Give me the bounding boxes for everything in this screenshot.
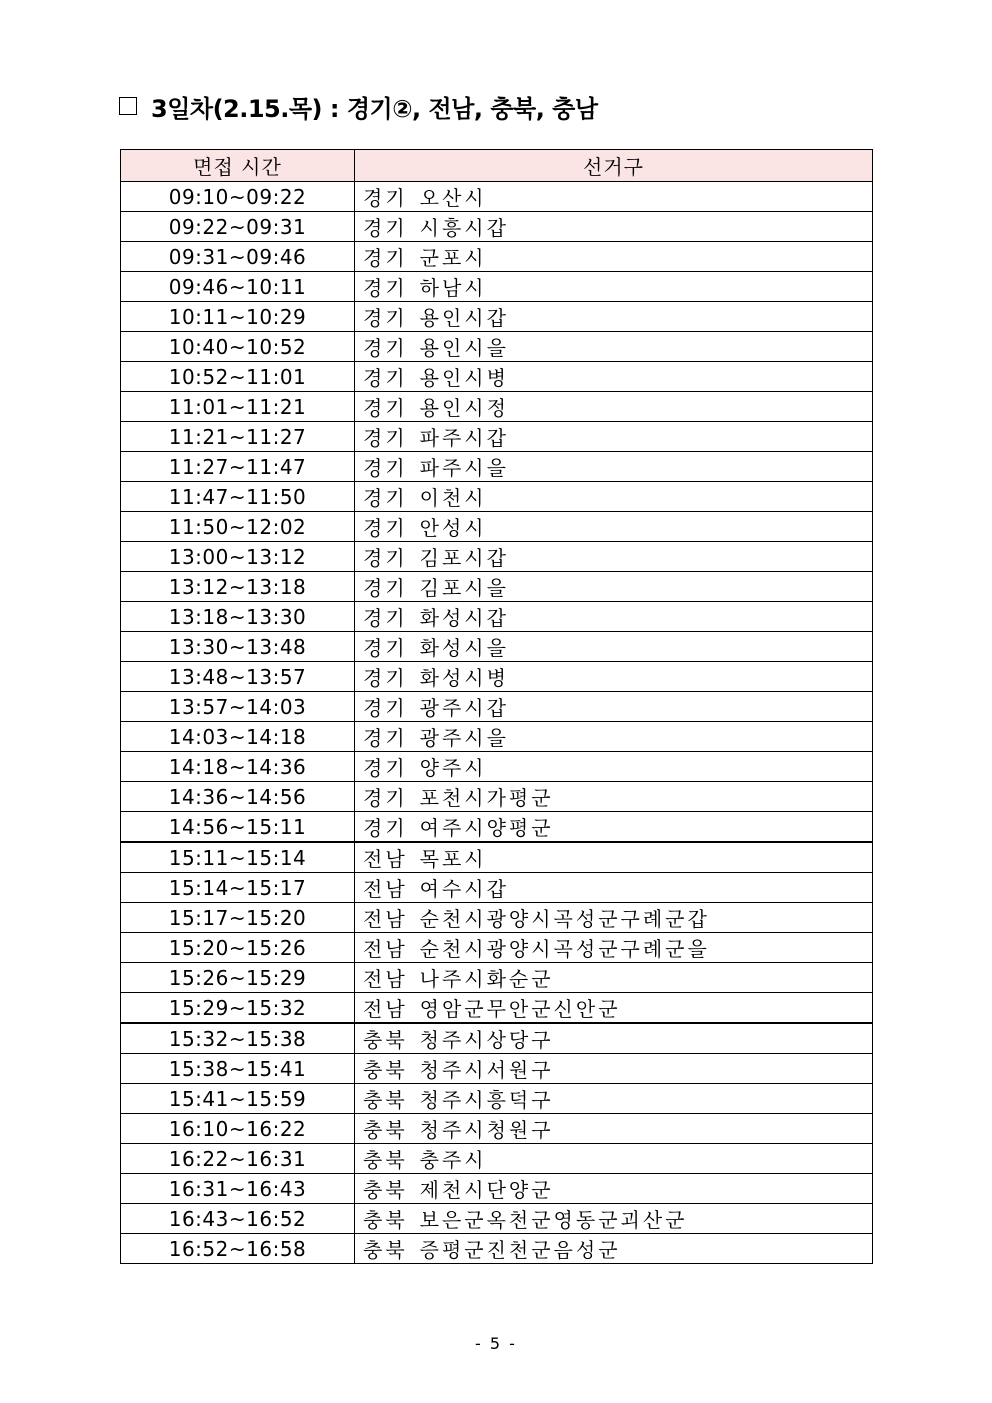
interview-time-cell: 16:52~16:58 <box>121 1234 355 1264</box>
interview-time-cell: 09:46~10:11 <box>121 272 355 302</box>
district-label: 순천시광양시곡성군구례군갑 <box>419 907 710 931</box>
interview-time-cell: 15:14~15:17 <box>121 873 355 903</box>
interview-time-cell: 15:41~15:59 <box>121 1084 355 1114</box>
interview-time-cell: 09:22~09:31 <box>121 212 355 242</box>
interview-time-cell: 15:29~15:32 <box>121 993 355 1024</box>
district-label: 화성시을 <box>419 636 509 660</box>
checkbox-square-icon <box>119 97 137 115</box>
district-cell <box>355 873 873 903</box>
region-label: 경기 <box>363 366 408 390</box>
district-cell <box>355 1174 873 1204</box>
interview-time-cell: 09:31~09:46 <box>121 242 355 272</box>
table-row <box>121 1114 873 1144</box>
interview-time-cell: 15:11~15:14 <box>121 842 355 873</box>
region-label: 경기 <box>363 426 408 450</box>
interview-time-cell: 15:17~15:20 <box>121 903 355 933</box>
section-heading-text: 3일차(2.15.목) : 경기②, 전남, 충북, 충남 <box>151 94 598 123</box>
interview-time-cell: 15:38~15:41 <box>121 1054 355 1084</box>
district-cell <box>355 512 873 542</box>
district-cell <box>355 1054 873 1084</box>
region-label: 경기 <box>363 516 408 540</box>
table-row <box>121 903 873 933</box>
interview-time-cell: 13:48~13:57 <box>121 662 355 692</box>
district-label: 청주시청원구 <box>419 1118 554 1142</box>
section-heading <box>119 88 598 124</box>
district-cell <box>355 1204 873 1234</box>
table-row <box>121 572 873 602</box>
district-label: 화성시갑 <box>419 606 509 630</box>
table-header-row <box>121 150 873 182</box>
district-cell <box>355 842 873 873</box>
column-header-interview-time: 면접 시간 <box>121 150 355 182</box>
district-label: 시흥시갑 <box>419 216 509 240</box>
region-label: 충북 <box>363 1028 408 1052</box>
region-label: 충북 <box>363 1058 408 1082</box>
district-cell <box>355 933 873 963</box>
interview-time-cell: 16:31~16:43 <box>121 1174 355 1204</box>
table-row <box>121 933 873 963</box>
table-row <box>121 782 873 812</box>
interview-time-cell: 09:10~09:22 <box>121 182 355 212</box>
district-label: 파주시갑 <box>419 426 509 450</box>
table-row <box>121 812 873 843</box>
region-label: 충북 <box>363 1148 408 1172</box>
district-label: 광주시을 <box>419 726 509 750</box>
table-row <box>121 873 873 903</box>
district-label: 증평군진천군음성군 <box>419 1238 621 1262</box>
district-label: 이천시 <box>419 486 487 510</box>
region-label: 경기 <box>363 336 408 360</box>
district-cell <box>355 182 873 212</box>
interview-time-cell: 10:40~10:52 <box>121 332 355 362</box>
region-label: 전남 <box>363 847 408 871</box>
region-label: 경기 <box>363 726 408 750</box>
table-row <box>121 422 873 452</box>
district-label: 파주시을 <box>419 456 509 480</box>
table-row <box>121 1144 873 1174</box>
district-cell <box>355 632 873 662</box>
region-label: 전남 <box>363 997 408 1021</box>
table-row <box>121 963 873 993</box>
region-label: 경기 <box>363 546 408 570</box>
interview-time-cell: 13:30~13:48 <box>121 632 355 662</box>
district-cell <box>355 782 873 812</box>
district-cell <box>355 1023 873 1054</box>
table-row <box>121 1234 873 1264</box>
table-row <box>121 392 873 422</box>
district-cell <box>355 482 873 512</box>
district-cell <box>355 212 873 242</box>
district-cell <box>355 392 873 422</box>
district-label: 청주시서원구 <box>419 1058 554 1082</box>
district-label: 용인시정 <box>419 396 509 420</box>
region-label: 전남 <box>363 937 408 961</box>
district-cell <box>355 993 873 1024</box>
district-label: 용인시병 <box>419 366 509 390</box>
district-cell <box>355 963 873 993</box>
table-row <box>121 482 873 512</box>
table-row <box>121 1054 873 1084</box>
district-cell <box>355 272 873 302</box>
table-row <box>121 302 873 332</box>
interview-time-cell: 14:36~14:56 <box>121 782 355 812</box>
district-cell <box>355 722 873 752</box>
district-cell <box>355 452 873 482</box>
table-row <box>121 182 873 212</box>
district-label: 청주시상당구 <box>419 1028 554 1052</box>
district-label: 양주시 <box>419 756 487 780</box>
interview-time-cell: 10:11~10:29 <box>121 302 355 332</box>
region-label: 경기 <box>363 276 408 300</box>
region-label: 충북 <box>363 1118 408 1142</box>
region-label: 경기 <box>363 606 408 630</box>
district-cell <box>355 302 873 332</box>
region-label: 경기 <box>363 456 408 480</box>
region-label: 전남 <box>363 907 408 931</box>
district-cell <box>355 422 873 452</box>
district-cell <box>355 362 873 392</box>
table-row <box>121 662 873 692</box>
district-label: 순천시광양시곡성군구례군을 <box>419 937 710 961</box>
region-label: 경기 <box>363 306 408 330</box>
region-label: 충북 <box>363 1238 408 1262</box>
table-row <box>121 362 873 392</box>
interview-time-cell: 11:47~11:50 <box>121 482 355 512</box>
interview-time-cell: 10:52~11:01 <box>121 362 355 392</box>
district-label: 김포시을 <box>419 576 509 600</box>
district-cell <box>355 242 873 272</box>
region-label: 충북 <box>363 1208 408 1232</box>
region-label: 전남 <box>363 877 408 901</box>
region-label: 경기 <box>363 636 408 660</box>
table-row <box>121 242 873 272</box>
interview-time-cell: 15:26~15:29 <box>121 963 355 993</box>
district-cell <box>355 332 873 362</box>
interview-time-cell: 16:10~16:22 <box>121 1114 355 1144</box>
region-label: 경기 <box>363 246 408 270</box>
district-label: 목포시 <box>419 847 487 871</box>
district-label: 청주시흥덕구 <box>419 1088 554 1112</box>
district-label: 보은군옥천군영동군괴산군 <box>419 1208 688 1232</box>
table-row <box>121 692 873 722</box>
region-label: 경기 <box>363 186 408 210</box>
district-label: 여주시양평군 <box>419 816 554 840</box>
table-row <box>121 542 873 572</box>
district-cell <box>355 1084 873 1114</box>
interview-time-cell: 11:50~12:02 <box>121 512 355 542</box>
interview-time-cell: 14:18~14:36 <box>121 752 355 782</box>
district-label: 포천시가평군 <box>419 786 554 810</box>
region-label: 경기 <box>363 666 408 690</box>
interview-time-cell: 13:57~14:03 <box>121 692 355 722</box>
table-row <box>121 272 873 302</box>
table-row <box>121 752 873 782</box>
district-label: 안성시 <box>419 516 487 540</box>
region-label: 충북 <box>363 1178 408 1202</box>
region-label: 충북 <box>363 1088 408 1112</box>
district-label: 여수시갑 <box>419 877 509 901</box>
table-row <box>121 842 873 873</box>
interview-time-cell: 16:43~16:52 <box>121 1204 355 1234</box>
interview-time-cell: 15:32~15:38 <box>121 1023 355 1054</box>
district-cell <box>355 1144 873 1174</box>
interview-schedule-table <box>120 149 873 1264</box>
region-label: 경기 <box>363 396 408 420</box>
table-row <box>121 1023 873 1054</box>
region-label: 경기 <box>363 756 408 780</box>
district-cell <box>355 903 873 933</box>
table-row <box>121 1204 873 1234</box>
page-number: - 5 - <box>475 1334 517 1353</box>
district-cell <box>355 542 873 572</box>
region-label: 경기 <box>363 216 408 240</box>
interview-time-cell: 11:21~11:27 <box>121 422 355 452</box>
district-cell <box>355 1234 873 1264</box>
table-row <box>121 332 873 362</box>
district-cell <box>355 692 873 722</box>
interview-time-cell: 14:03~14:18 <box>121 722 355 752</box>
interview-time-cell: 14:56~15:11 <box>121 812 355 843</box>
column-header-district: 선거구 <box>355 150 873 182</box>
district-cell <box>355 602 873 632</box>
table-row <box>121 1084 873 1114</box>
interview-time-cell: 13:18~13:30 <box>121 602 355 632</box>
table-row <box>121 212 873 242</box>
district-cell <box>355 812 873 843</box>
region-label: 경기 <box>363 786 408 810</box>
interview-time-cell: 13:00~13:12 <box>121 542 355 572</box>
district-label: 용인시갑 <box>419 306 509 330</box>
district-label: 광주시갑 <box>419 696 509 720</box>
region-label: 경기 <box>363 486 408 510</box>
district-label: 용인시을 <box>419 336 509 360</box>
table-row <box>121 632 873 662</box>
table-row <box>121 452 873 482</box>
interview-time-cell: 13:12~13:18 <box>121 572 355 602</box>
district-label: 나주시화순군 <box>419 967 554 991</box>
district-cell <box>355 572 873 602</box>
table-row <box>121 512 873 542</box>
table-row <box>121 993 873 1024</box>
interview-time-cell: 16:22~16:31 <box>121 1144 355 1174</box>
region-label: 경기 <box>363 816 408 840</box>
table-row <box>121 602 873 632</box>
district-label: 군포시 <box>419 246 487 270</box>
interview-time-cell: 11:01~11:21 <box>121 392 355 422</box>
table-body <box>121 182 873 1264</box>
district-cell <box>355 1114 873 1144</box>
region-label: 경기 <box>363 576 408 600</box>
interview-time-cell: 11:27~11:47 <box>121 452 355 482</box>
region-label: 경기 <box>363 696 408 720</box>
district-label: 화성시병 <box>419 666 509 690</box>
district-label: 김포시갑 <box>419 546 509 570</box>
table-row <box>121 722 873 752</box>
district-label: 충주시 <box>419 1148 487 1172</box>
interview-time-cell: 15:20~15:26 <box>121 933 355 963</box>
district-label: 오산시 <box>419 186 487 210</box>
table-row <box>121 1174 873 1204</box>
region-label: 전남 <box>363 967 408 991</box>
district-label: 제천시단양군 <box>419 1178 554 1202</box>
district-label: 하남시 <box>419 276 487 300</box>
district-cell <box>355 752 873 782</box>
district-label: 영암군무안군신안군 <box>419 997 621 1021</box>
district-cell <box>355 662 873 692</box>
